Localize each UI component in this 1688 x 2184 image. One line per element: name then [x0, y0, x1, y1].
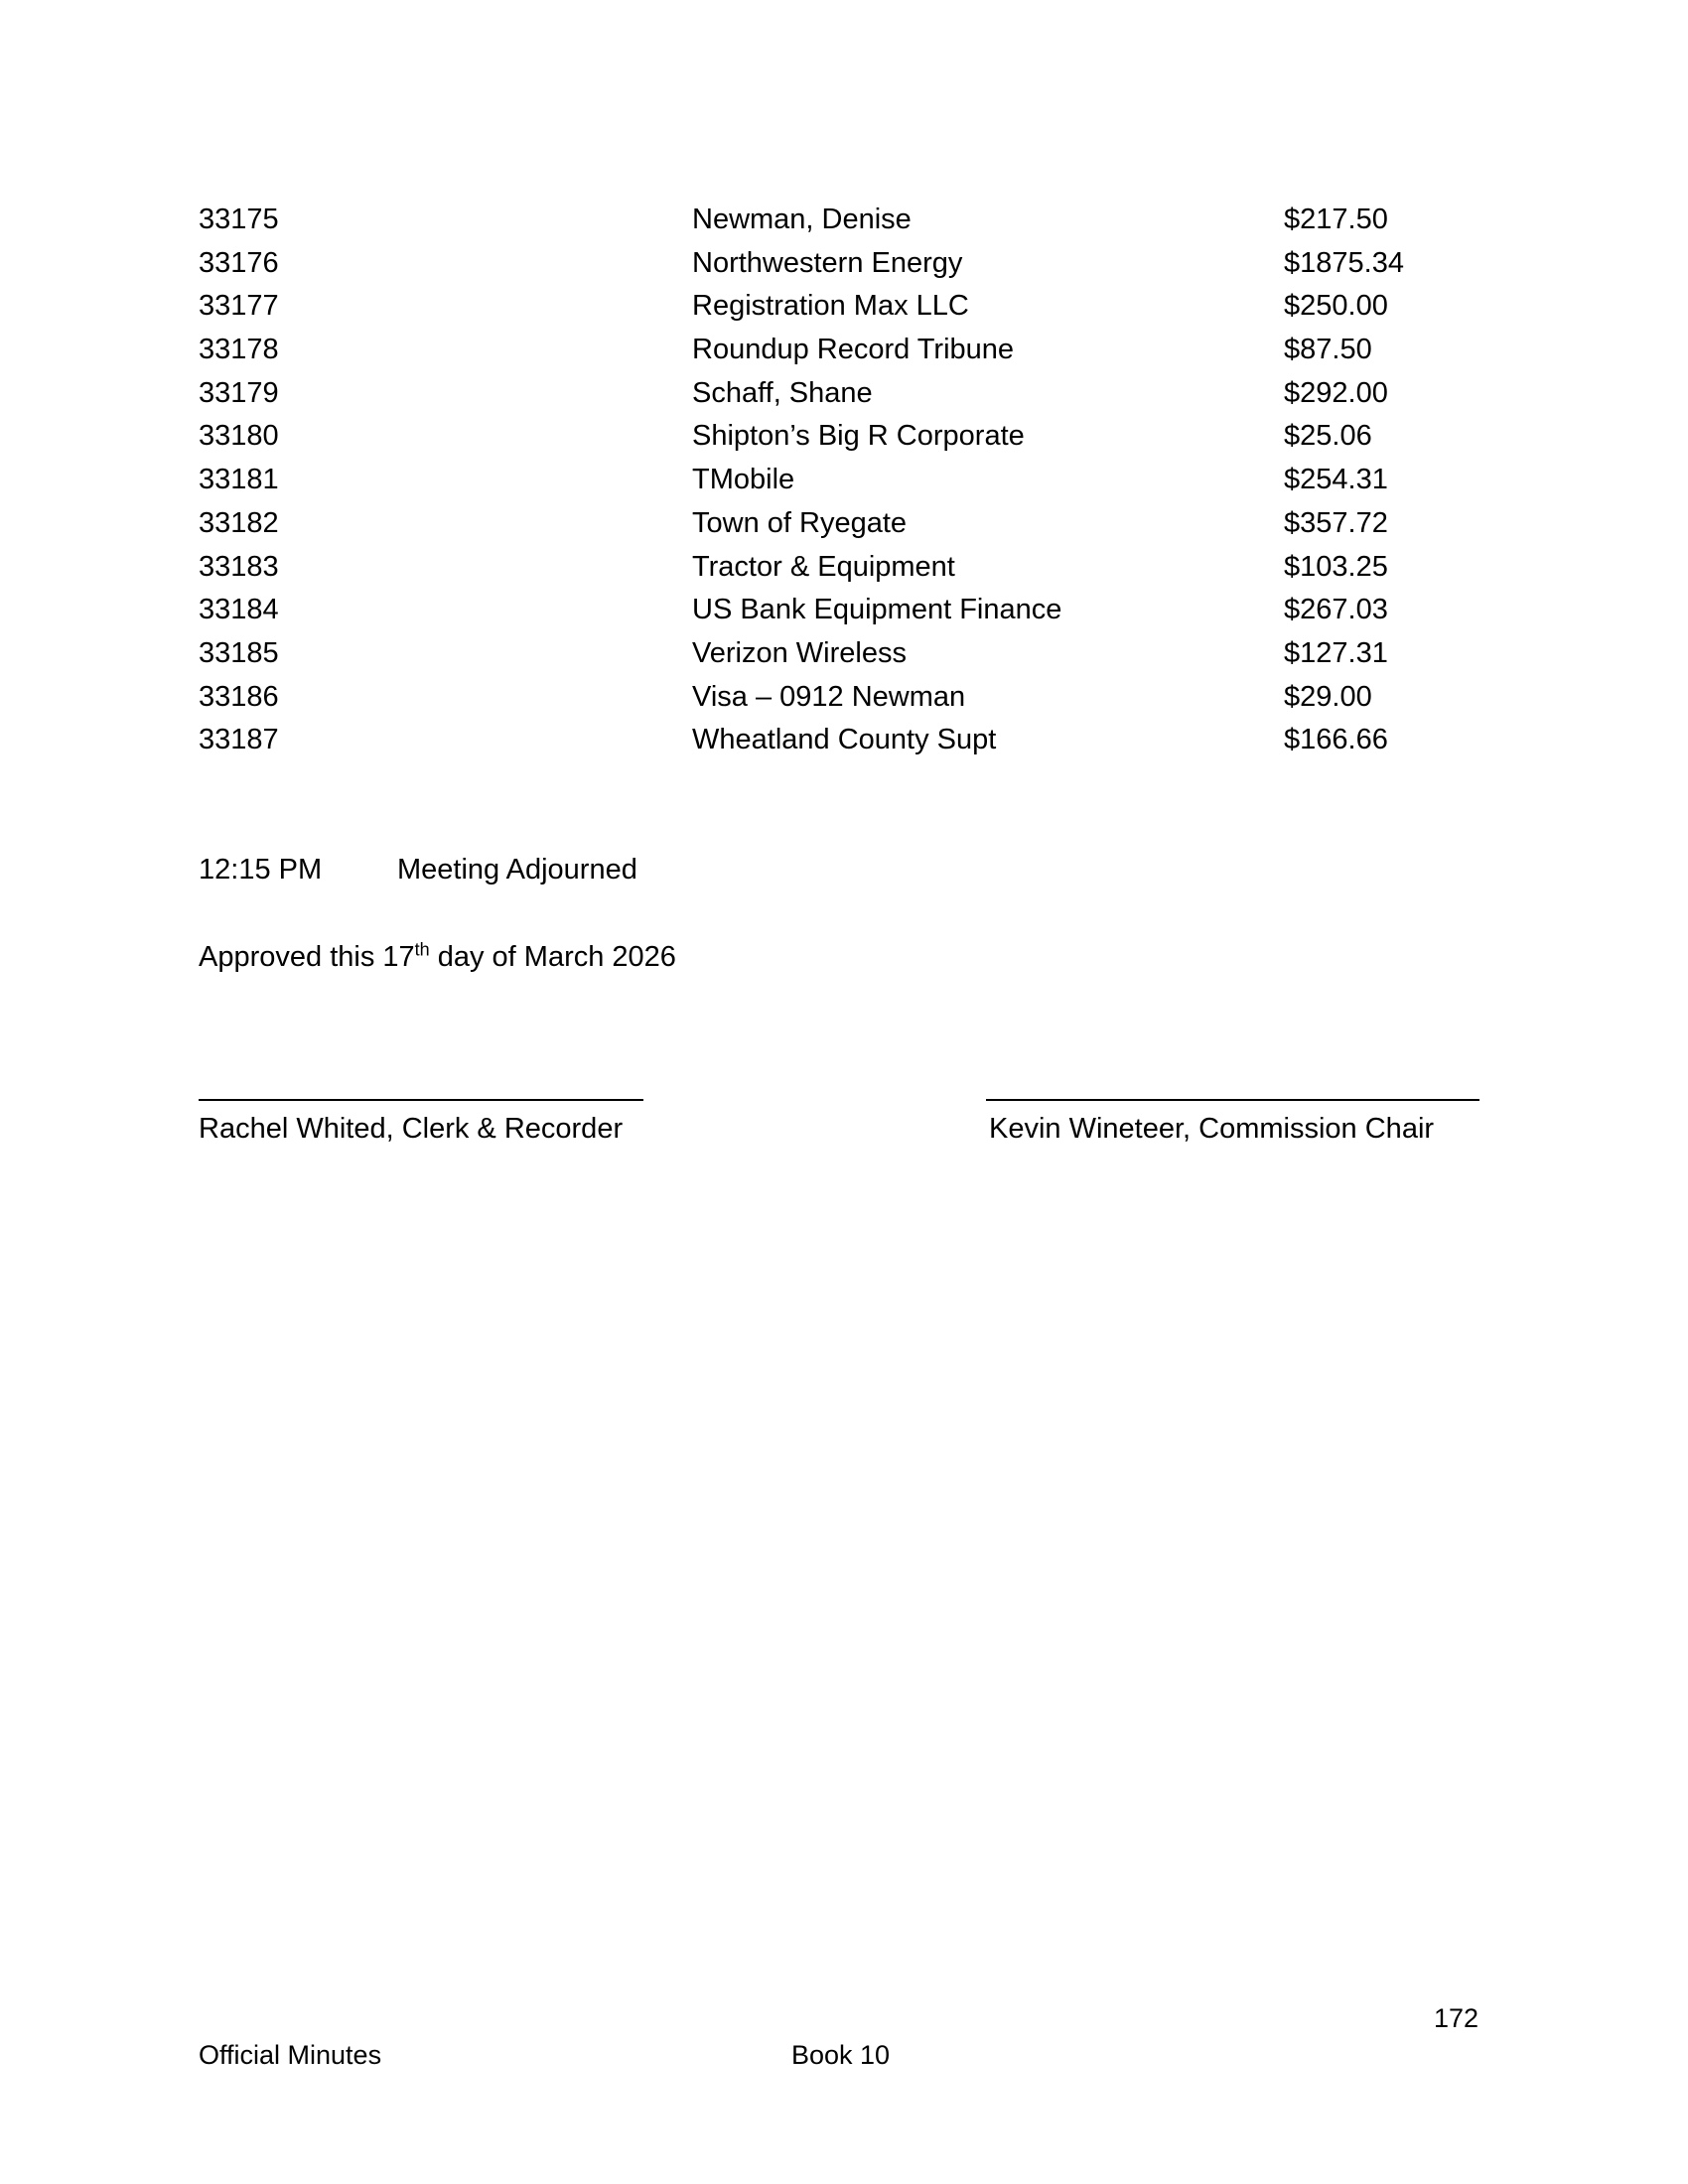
claim-row [199, 632, 1489, 676]
claim-row [199, 502, 1489, 546]
claim-amount: $254.31 [1284, 464, 1388, 496]
claim-row [199, 415, 1489, 459]
claim-amount: $29.00 [1284, 680, 1372, 713]
claim-number: 33179 [199, 376, 279, 409]
claim-row [199, 459, 1489, 502]
adjournment-time: 12:15 PM [199, 854, 323, 886]
claim-number: 33178 [199, 334, 279, 366]
claim-number: 33181 [199, 464, 279, 496]
clerk-signature-name: Rachel Whited, Clerk & Recorder [199, 1113, 624, 1145]
claim-amount: $357.72 [1284, 506, 1388, 539]
approval-ordinal-suffix: th [414, 939, 430, 960]
claim-vendor: Newman, Denise [692, 204, 912, 235]
chair-signature-name: Kevin Wineteer, Commission Chair [989, 1113, 1435, 1145]
claim-amount: $292.00 [1284, 376, 1388, 409]
claim-vendor: TMobile [692, 464, 795, 496]
claim-vendor: Tractor & Equipment [692, 550, 955, 583]
claim-number: 33176 [199, 246, 279, 279]
chair-signature-line [986, 1099, 1479, 1101]
claim-row [199, 546, 1489, 590]
page-number: 172 [1434, 2003, 1479, 2033]
claim-number: 33187 [199, 724, 279, 756]
claim-vendor: US Bank Equipment Finance [692, 594, 1062, 626]
claim-number: 33182 [199, 506, 279, 539]
claim-vendor: Verizon Wireless [692, 636, 907, 669]
claim-vendor: Roundup Record Tribune [692, 334, 1015, 366]
claim-row [199, 329, 1489, 372]
claim-row [199, 242, 1489, 286]
claim-vendor: Wheatland County Supt [692, 724, 997, 756]
claim-vendor: Northwestern Energy [692, 246, 963, 279]
claim-number: 33186 [199, 680, 279, 713]
adjournment-label: Meeting Adjourned [397, 854, 637, 886]
claim-vendor: Schaff, Shane [692, 376, 873, 409]
footer-title: Official Minutes [199, 2040, 382, 2070]
claim-number: 33184 [199, 594, 279, 626]
claim-number: 33185 [199, 636, 279, 669]
claim-amount: $25.06 [1284, 420, 1372, 453]
claim-vendor: Town of Ryegate [692, 506, 908, 539]
claim-amount: $217.50 [1284, 204, 1388, 235]
approval-prefix: Approved this 17 [199, 941, 415, 973]
claim-row [199, 285, 1489, 329]
claim-row [199, 676, 1489, 720]
claims-list [199, 199, 1489, 762]
claim-row [199, 719, 1489, 762]
claim-amount: $250.00 [1284, 290, 1388, 323]
claim-row [199, 589, 1489, 632]
claim-amount: $87.50 [1284, 334, 1372, 366]
claim-amount: $103.25 [1284, 550, 1388, 583]
claim-number: 33177 [199, 290, 279, 323]
claim-amount: $127.31 [1284, 636, 1388, 669]
footer-book: Book 10 [791, 2040, 891, 2070]
claim-amount: $166.66 [1284, 724, 1388, 756]
approval-suffix: day of March 2026 [429, 941, 676, 973]
claim-number: 33175 [199, 204, 279, 235]
clerk-signature-line [199, 1099, 643, 1101]
claim-row [199, 199, 1489, 242]
claim-vendor: Registration Max LLC [692, 290, 969, 323]
claim-number: 33180 [199, 420, 279, 453]
approval-statement [199, 937, 676, 977]
claim-row [199, 372, 1489, 416]
claim-amount: $1875.34 [1284, 246, 1404, 279]
claim-number: 33183 [199, 550, 279, 583]
claim-vendor: Visa – 0912 Newman [692, 680, 966, 713]
claim-vendor: Shipton’s Big R Corporate [692, 420, 1025, 453]
claim-amount: $267.03 [1284, 594, 1388, 626]
